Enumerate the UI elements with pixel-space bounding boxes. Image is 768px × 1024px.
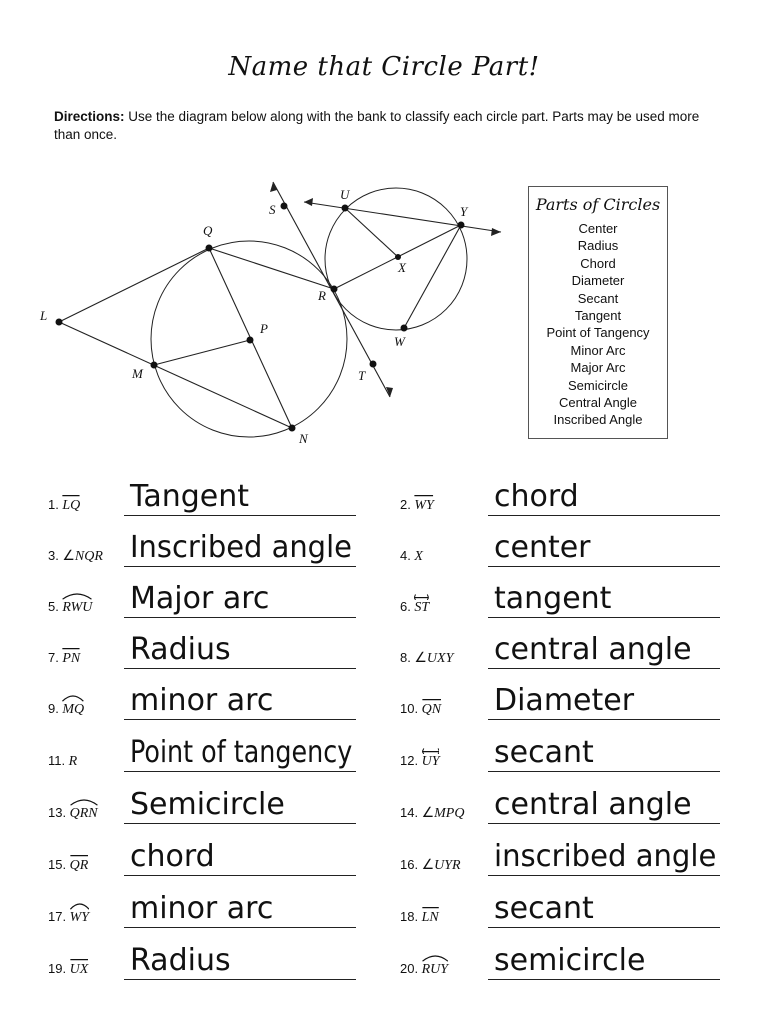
directions: [54, 108, 724, 144]
segment-mark: [70, 954, 89, 962]
question-item: [48, 682, 356, 722]
label-t: T: [358, 368, 366, 383]
word-bank-item: Inscribed Angle: [553, 412, 643, 428]
question-number: 4.: [400, 548, 411, 563]
question-item: [400, 682, 720, 722]
question-letters: WY: [69, 910, 90, 925]
question-letters: QN: [421, 702, 442, 717]
question-label: [48, 909, 89, 926]
question-letters: WY: [414, 498, 434, 513]
question-label: [48, 805, 98, 822]
question-number: 10.: [400, 701, 419, 716]
segment-mark: [422, 902, 439, 910]
word-bank-item: Center: [578, 221, 618, 236]
handwritten-answer: secant: [494, 735, 594, 770]
question-label: [48, 599, 92, 616]
question-letters: QR: [69, 858, 89, 873]
label-u: U: [340, 187, 350, 202]
answer-line: [124, 875, 356, 876]
question-number: 13.: [48, 805, 67, 820]
segment-mark: [70, 850, 89, 858]
handwritten-answer: Diameter: [494, 683, 635, 718]
question-number: 6.: [400, 599, 411, 614]
arc-mark: [62, 592, 92, 600]
answer-line: [124, 823, 356, 824]
angle-symbol: ∠: [62, 549, 75, 564]
question-item: [400, 838, 720, 878]
question-symbol: [414, 600, 429, 616]
segment-mark: [62, 643, 80, 651]
word-bank-item: Chord: [580, 255, 616, 271]
question-item: [48, 478, 356, 518]
handwritten-answer: Inscribed angle: [130, 530, 352, 565]
point-p: [247, 337, 254, 344]
segment-qr: [209, 248, 334, 289]
question-letters: PN: [62, 651, 81, 666]
point-t: [370, 361, 377, 368]
point-y: [458, 222, 465, 229]
point-m: [151, 362, 158, 369]
question-letters: ST: [414, 600, 430, 615]
angle-symbol: ∠: [421, 806, 435, 821]
angle-symbol: ∠: [414, 651, 427, 666]
question-letters: QRN: [69, 806, 98, 821]
question-letters: R: [68, 754, 78, 769]
question-symbol: [70, 962, 89, 978]
arc-mark: [70, 798, 98, 806]
label-m: M: [132, 366, 143, 381]
question-number: 8.: [400, 650, 411, 665]
question-symbol: [427, 651, 453, 667]
handwritten-answer: central angle: [494, 632, 692, 667]
question-item: [400, 890, 720, 930]
question-label: [400, 497, 434, 514]
question-letters: LN: [421, 910, 439, 925]
question-label: [48, 753, 77, 770]
answer-line: [488, 927, 720, 928]
question-number: 12.: [400, 753, 419, 768]
answer-line: [124, 668, 356, 669]
question-letters: MPQ: [434, 806, 465, 821]
question-symbol: [422, 910, 439, 926]
question-letters: RUY: [421, 962, 449, 977]
question-item: [400, 529, 720, 569]
answer-line: [488, 566, 720, 567]
point-q: [206, 245, 213, 252]
question-number: 14.: [400, 805, 419, 820]
question-letters: UX: [69, 962, 89, 977]
question-letters: NQR: [74, 549, 103, 564]
question-item: [48, 631, 356, 671]
question-number: 3.: [48, 548, 59, 563]
answer-line: [488, 823, 720, 824]
label-q: Q: [203, 223, 213, 238]
answer-line: [488, 875, 720, 876]
question-symbol: [69, 754, 78, 770]
answer-line: [124, 771, 356, 772]
segment-ln: [59, 322, 292, 428]
question-number: 5.: [48, 599, 59, 614]
segment-mark: [414, 490, 433, 498]
question-item: [400, 580, 720, 620]
question-label: [48, 548, 103, 565]
point-w: [401, 325, 408, 332]
question-item: [48, 580, 356, 620]
question-symbol: [62, 702, 84, 718]
word-bank-item: Tangent: [574, 308, 622, 324]
question-label: [400, 909, 439, 926]
handwritten-answer: minor arc: [130, 891, 274, 926]
question-symbol: [422, 702, 441, 718]
question-symbol: [62, 600, 92, 616]
circle-diagram: [0, 170, 520, 460]
question-symbol: [422, 962, 448, 978]
question-symbol: [434, 806, 464, 822]
question-letters: UXY: [426, 651, 454, 666]
point-n: [289, 425, 296, 432]
segment-mark: [422, 694, 441, 702]
line-uy: [304, 202, 501, 232]
question-item: [48, 786, 356, 826]
label-n: N: [299, 431, 308, 446]
question-letters: UY: [421, 754, 440, 769]
answer-line: [488, 668, 720, 669]
answer-line: [488, 617, 720, 618]
question-label: [400, 650, 453, 667]
question-item: [48, 890, 356, 930]
word-bank-item: Point of Tangency: [546, 325, 650, 341]
question-symbol: [70, 858, 89, 874]
question-number: 18.: [400, 909, 419, 924]
handwritten-answer: chord: [494, 479, 579, 514]
question-number: 19.: [48, 961, 67, 976]
label-l: L: [40, 308, 48, 323]
word-bank-item: Central Angle: [558, 395, 638, 411]
question-label: [400, 599, 429, 616]
word-bank-item: Radius: [577, 238, 619, 254]
label-s: S: [269, 202, 276, 217]
question-label: [400, 548, 423, 565]
question-item: [400, 631, 720, 671]
handwritten-answer: inscribed angle: [494, 839, 717, 874]
question-number: 20.: [400, 961, 419, 976]
question-number: 17.: [48, 909, 67, 924]
question-symbol: [414, 498, 433, 514]
question-letters: X: [414, 549, 423, 564]
question-item: [400, 734, 720, 774]
question-letters: LQ: [62, 498, 81, 513]
question-letters: RWU: [62, 600, 93, 615]
word-bank-item: Secant: [577, 290, 619, 306]
worksheet-title: Name that Circle Part!: [228, 52, 540, 82]
answer-line: [124, 515, 356, 516]
line-mark: [422, 746, 440, 754]
point-l: [56, 319, 63, 326]
handwritten-answer: tangent: [494, 581, 612, 616]
question-symbol: [70, 806, 98, 822]
handwritten-answer: semicircle: [494, 943, 646, 978]
answer-line: [488, 719, 720, 720]
answer-line: [488, 515, 720, 516]
answer-line: [124, 617, 356, 618]
question-symbol: [414, 549, 423, 565]
question-symbol: [434, 858, 460, 874]
handwritten-answer: Semicircle: [130, 787, 285, 822]
point-s: [281, 203, 288, 210]
question-number: 2.: [400, 497, 411, 512]
label-p: P: [260, 321, 268, 336]
question-item: [48, 942, 356, 982]
question-label: [48, 961, 88, 978]
arc-mark: [70, 902, 89, 910]
question-item: [48, 529, 356, 569]
label-x: X: [398, 260, 406, 275]
handwritten-answer: central angle: [494, 787, 692, 822]
word-bank-list: [529, 220, 667, 429]
question-number: 16.: [400, 857, 419, 872]
handwritten-answer: Major arc: [130, 581, 270, 616]
directions-text: Use the diagram below along with the bank to classify each circle part. Parts may be used more than once.: [54, 109, 700, 142]
question-label: [48, 857, 88, 874]
handwritten-answer: chord: [130, 839, 215, 874]
arrow-u: [304, 198, 313, 206]
arrow-y: [491, 228, 501, 236]
question-symbol: [422, 754, 440, 770]
question-symbol: [62, 651, 80, 667]
segment-mark: [62, 490, 80, 498]
question-label: [48, 497, 80, 514]
handwritten-answer: secant: [494, 891, 594, 926]
handwritten-answer: center: [494, 530, 591, 565]
label-w: W: [394, 334, 405, 349]
answer-line: [488, 771, 720, 772]
question-label: [400, 753, 439, 770]
question-item: [400, 478, 720, 518]
question-number: 9.: [48, 701, 59, 716]
question-item: [400, 786, 720, 826]
question-label: [48, 701, 84, 718]
line-mark: [414, 592, 429, 600]
question-label: [400, 961, 448, 978]
point-u: [342, 205, 349, 212]
question-letters: UYR: [434, 858, 461, 873]
question-number: 11.: [48, 753, 66, 768]
question-number: 15.: [48, 857, 67, 872]
question-number: 1.: [48, 497, 59, 512]
word-bank-title: Parts of Circles: [535, 195, 661, 214]
handwritten-answer: minor arc: [130, 683, 274, 718]
arc-mark: [62, 694, 84, 702]
answer-line: [124, 566, 356, 567]
segment-lq: [59, 248, 209, 322]
word-bank-item: Semicircle: [568, 377, 628, 393]
handwritten-answer: Point of tangency: [130, 735, 353, 770]
word-bank-item: Minor Arc: [570, 342, 626, 358]
question-item: [48, 838, 356, 878]
handwritten-answer: Radius: [130, 943, 231, 978]
handwritten-answer: Tangent: [130, 479, 250, 514]
answer-line: [124, 979, 356, 980]
question-label: [400, 857, 461, 874]
question-item: [48, 734, 356, 774]
segment-wy: [404, 225, 461, 328]
word-bank: [528, 186, 668, 439]
question-item: [400, 942, 720, 982]
question-symbol: [70, 910, 89, 926]
label-r: R: [318, 288, 326, 303]
question-symbol: [62, 498, 80, 514]
arc-mark: [422, 954, 448, 962]
question-label: [400, 701, 441, 718]
word-bank-item: Major Arc: [570, 360, 626, 376]
question-label: [48, 650, 80, 667]
point-r: [331, 286, 338, 293]
answer-line: [124, 927, 356, 928]
word-bank-item: Diameter: [571, 273, 625, 289]
question-symbol: [75, 549, 103, 565]
question-letters: MQ: [62, 702, 85, 717]
question-number: 7.: [48, 650, 59, 665]
directions-label: Directions:: [54, 109, 125, 124]
question-label: [400, 805, 464, 822]
angle-symbol: ∠: [421, 858, 435, 873]
answer-line: [124, 719, 356, 720]
answer-line: [488, 979, 720, 980]
segment-mp: [154, 340, 250, 365]
label-y: Y: [460, 204, 468, 219]
handwritten-answer: Radius: [130, 632, 231, 667]
